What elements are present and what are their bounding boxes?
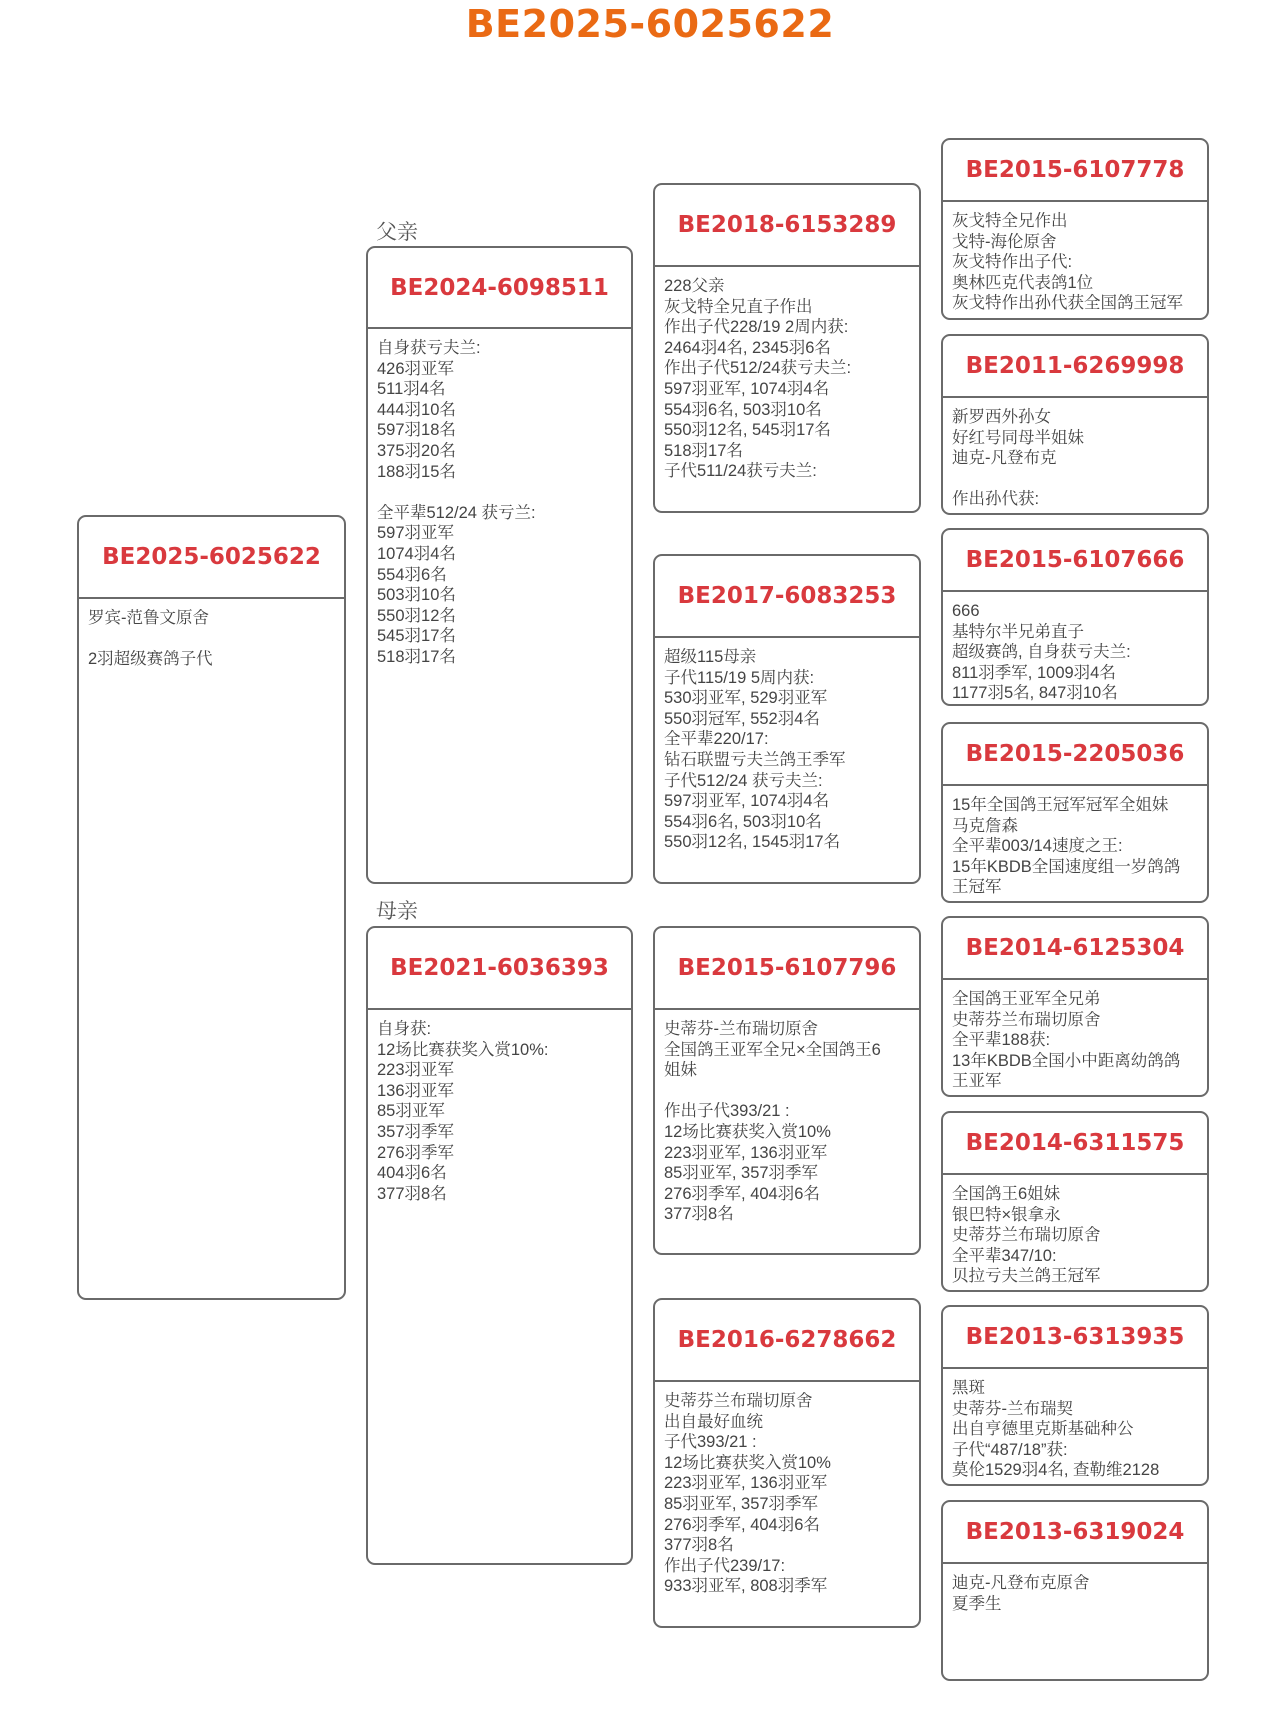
note-line: 作出子代228/19 2周内获:: [664, 318, 849, 337]
note-line: 灰戈特作出子代:: [952, 253, 1073, 272]
note-line: [664, 1081, 919, 1102]
note-line: 王冠军: [952, 878, 1002, 897]
note-line: 史蒂芬兰布瑞切原舍: [952, 1226, 1101, 1245]
card-ds-sire: [941, 916, 1209, 1097]
note-line: 灰戈特作出孙代获全国鸽王冠军: [952, 294, 1183, 313]
note-line: 全平辈188获:: [952, 1031, 1051, 1050]
note-line: 377羽8名: [377, 1184, 447, 1203]
note-line: 夏季生: [952, 1594, 1002, 1613]
note-line: 444羽10名: [377, 400, 456, 419]
note-line: 12场比赛获奖入赏10%: [664, 1122, 831, 1141]
note-line: 597羽18名: [377, 421, 456, 440]
mother-label: 母亲: [376, 900, 418, 923]
page-title: BE2025-6025622: [465, 2, 835, 46]
card-dam-dam: [653, 1298, 921, 1628]
note-line: 554羽6名: [377, 565, 447, 584]
note-line: 奥林匹克代表鸽1位: [952, 273, 1094, 292]
note-line: 12场比赛获奖入赏10%: [664, 1453, 831, 1472]
note-line: 426羽亚军: [377, 359, 455, 378]
note-line: 子代“487/18”获:: [952, 1440, 1068, 1459]
note-line: 933羽亚军, 808羽季军: [664, 1577, 828, 1596]
note-line: 12场比赛获奖入赏10%:: [377, 1040, 549, 1059]
note-line: 2羽超级赛鸽子代: [88, 650, 213, 669]
note-line: 554羽6名, 503羽10名: [664, 400, 822, 419]
note-line: 597羽亚军: [377, 524, 455, 543]
note-line: [377, 482, 631, 503]
note-line: 518羽17名: [377, 647, 456, 666]
note-line: 全国鸽王亚军全兄弟: [952, 990, 1101, 1008]
note-line: 银巴特×银拿永: [952, 1205, 1061, 1224]
ring-number: BE2016-6278662: [655, 1300, 919, 1382]
note-line: 530羽亚军, 529羽亚军: [664, 689, 828, 708]
card-dam-sire: [653, 926, 921, 1255]
card-subject: [77, 515, 346, 1300]
note-line: 136羽亚军: [377, 1081, 455, 1100]
note-line: 85羽亚军, 357羽季军: [664, 1494, 819, 1513]
note-line: 223羽亚军, 136羽亚军: [664, 1143, 828, 1162]
note-line: 550羽12名, 545羽17名: [664, 421, 831, 440]
pigeon-notes: [943, 980, 1207, 1092]
note-line: 罗宾-范鲁文原舍: [88, 609, 209, 627]
card-dd-dam: [941, 1500, 1209, 1681]
note-line: 1074羽4名: [377, 544, 456, 563]
note-line: 史蒂芬兰布瑞切原舍: [664, 1392, 813, 1410]
note-line: 迪克-凡登布克原舍: [952, 1574, 1090, 1592]
ring-number: BE2014-6311575: [943, 1113, 1207, 1175]
note-line: 550羽12名: [377, 606, 456, 625]
ring-number: BE2021-6036393: [368, 928, 631, 1010]
note-line: 迪克-凡登布克: [952, 449, 1057, 468]
ring-number: BE2013-6313935: [943, 1307, 1207, 1369]
note-line: [88, 629, 344, 650]
note-line: 姐妹: [664, 1061, 697, 1080]
ring-number: BE2015-6107778: [943, 140, 1207, 202]
pigeon-notes: [655, 1382, 919, 1597]
note-line: 404羽6名: [377, 1164, 447, 1183]
note-line: 276羽季军, 404羽6名: [664, 1184, 820, 1203]
note-line: 377羽8名: [664, 1536, 734, 1555]
pigeon-notes: [655, 1010, 919, 1225]
note-line: 666: [952, 602, 980, 620]
note-line: 276羽季军, 404羽6名: [664, 1515, 820, 1534]
note-line: 全平辈220/17:: [664, 730, 769, 749]
note-line: 85羽亚军: [377, 1102, 445, 1121]
ring-number: BE2025-6025622: [79, 517, 344, 599]
note-line: 554羽6名, 503羽10名: [664, 812, 822, 831]
note-line: 子代511/24获亏夫兰:: [664, 462, 817, 481]
note-line: 史蒂芬兰布瑞切原舍: [952, 1010, 1101, 1029]
note-line: 作出孙代获:: [952, 490, 1040, 509]
pigeon-notes: [368, 1010, 631, 1204]
note-line: 超级赛鸽, 自身获亏夫兰:: [952, 643, 1131, 662]
pigeon-notes: [943, 398, 1207, 510]
note-line: 出自最好血统: [664, 1412, 763, 1431]
pigeon-notes: [368, 329, 631, 668]
note-line: 灰戈特全兄作出: [952, 212, 1068, 230]
card-dam: [366, 926, 633, 1565]
card-sd-sire: [941, 528, 1209, 706]
note-line: 子代393/21 :: [664, 1433, 757, 1452]
card-ss-dam: [941, 334, 1209, 515]
note-line: 全平辈347/10:: [952, 1246, 1057, 1265]
note-line: 503羽10名: [377, 586, 456, 605]
note-line: 史蒂芬-兰布瑞切原舍: [664, 1020, 818, 1038]
note-line: 自身获亏夫兰:: [377, 339, 481, 357]
note-line: 贝拉亏夫兰鸽王冠军: [952, 1267, 1101, 1286]
note-line: 子代512/24 获亏夫兰:: [664, 771, 823, 790]
note-line: 超级115母亲: [664, 648, 757, 666]
pigeon-notes: [943, 592, 1207, 704]
note-line: 377羽8名: [664, 1205, 734, 1224]
note-line: 马克詹森: [952, 816, 1018, 835]
note-line: 13年KBDB全国小中距离幼鸽鸽: [952, 1051, 1181, 1070]
pigeon-notes: [943, 202, 1207, 314]
note-line: 作出子代512/24获亏夫兰:: [664, 359, 852, 378]
note-line: 550羽冠军, 552羽4名: [664, 709, 820, 728]
ring-number: BE2017-6083253: [655, 556, 919, 638]
note-line: 全国鸽王亚军全兄×全国鸽王6: [664, 1040, 881, 1059]
pigeon-notes: [79, 599, 344, 670]
ring-number: BE2015-2205036: [943, 724, 1207, 786]
note-line: 188羽15名: [377, 462, 456, 481]
note-line: 228父亲: [664, 277, 725, 295]
note-line: 375羽20名: [377, 441, 456, 460]
father-label: 父亲: [376, 221, 418, 244]
ring-number: BE2015-6107796: [655, 928, 919, 1010]
pigeon-notes: [655, 267, 919, 482]
pigeon-notes: [943, 786, 1207, 898]
note-line: 223羽亚军: [377, 1061, 455, 1080]
card-sire: [366, 246, 633, 884]
note-line: 85羽亚军, 357羽季军: [664, 1164, 819, 1183]
note-line: 15年全国鸽王冠军冠军全姐妹: [952, 796, 1169, 814]
card-ss-sire: [941, 138, 1209, 320]
note-line: 597羽亚军, 1074羽4名: [664, 792, 830, 811]
note-line: 黑斑: [952, 1379, 985, 1397]
note-line: 好红号同母半姐妹: [952, 428, 1084, 447]
note-line: 灰戈特全兄直子作出: [664, 297, 813, 316]
note-line: 15年KBDB全国速度组一岁鸽鸽: [952, 857, 1181, 876]
note-line: 545羽17名: [377, 627, 456, 646]
note-line: 全平辈003/14速度之王:: [952, 837, 1123, 856]
pigeon-notes: [943, 1564, 1207, 1614]
ring-number: BE2014-6125304: [943, 918, 1207, 980]
note-line: 王亚军: [952, 1072, 1002, 1091]
note-line: 新罗西外孙女: [952, 408, 1051, 426]
note-line: 2464羽4名, 2345羽6名: [664, 338, 831, 357]
note-line: 全国鸽王6姐妹: [952, 1185, 1061, 1203]
note-line: 518羽17名: [664, 441, 743, 460]
note-line: 550羽12名, 1545羽17名: [664, 833, 841, 852]
note-line: 597羽亚军, 1074羽4名: [664, 379, 830, 398]
ring-number: BE2024-6098511: [368, 248, 631, 329]
pigeon-notes: [655, 638, 919, 853]
note-line: 1177羽5名, 847羽10名: [952, 684, 1118, 703]
card-sire-dam: [653, 554, 921, 884]
card-sd-dam: [941, 722, 1209, 903]
note-line: 357羽季军: [377, 1122, 455, 1141]
pigeon-notes: [943, 1175, 1207, 1287]
ring-number: BE2018-6153289: [655, 185, 919, 267]
note-line: [952, 469, 1207, 490]
note-line: 钻石联盟亏夫兰鸽王季军: [664, 750, 846, 769]
note-line: 莫伦1529羽4名, 查勒维2128: [952, 1461, 1160, 1480]
note-line: 自身获:: [377, 1020, 432, 1038]
note-line: 作出子代239/17:: [664, 1556, 786, 1575]
card-sire-sire: [653, 183, 921, 513]
note-line: 史蒂芬-兰布瑞契: [952, 1399, 1073, 1418]
ring-number: BE2013-6319024: [943, 1502, 1207, 1564]
note-line: 基特尔半兄弟直子: [952, 622, 1084, 641]
ring-number: BE2015-6107666: [943, 530, 1207, 592]
card-ds-dam: [941, 1111, 1209, 1292]
note-line: 811羽季军, 1009羽4名: [952, 663, 1116, 682]
ring-number: BE2011-6269998: [943, 336, 1207, 398]
note-line: 作出子代393/21 :: [664, 1102, 790, 1121]
note-line: 子代115/19 5周内获:: [664, 668, 815, 687]
note-line: 出自亨德里克斯基础种公: [952, 1420, 1134, 1439]
note-line: 276羽季军: [377, 1143, 455, 1162]
note-line: 511羽4名: [377, 380, 446, 399]
note-line: 223羽亚军, 136羽亚军: [664, 1474, 828, 1493]
note-line: 全平辈512/24 获亏兰:: [377, 503, 536, 522]
pigeon-notes: [943, 1369, 1207, 1481]
card-dd-sire: [941, 1305, 1209, 1486]
note-line: 戈特-海伦原舍: [952, 232, 1057, 251]
